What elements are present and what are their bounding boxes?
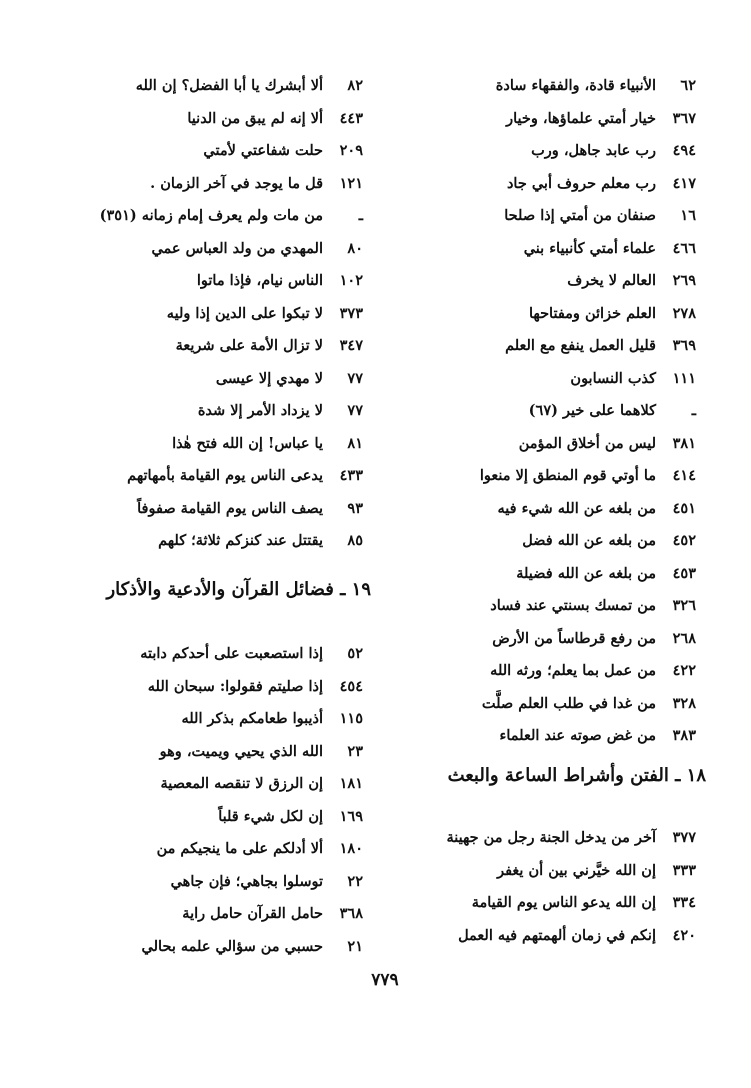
entry-text: يقتتل عند كنزكم ثلاثة؛ كلهم [158,532,323,549]
index-entry [63,866,363,899]
entry-text: رب معلم حروف أبي جاد [506,174,656,192]
index-entry [406,460,696,493]
index-entry [406,103,696,136]
index-entry [63,200,363,233]
index-entry [63,363,363,396]
entry-text: إنكم في زمان ألهمتهم فيه العمل [458,926,656,944]
entry-page-number: ١١١ [672,369,696,387]
entry-page-number: ٤٥١ [672,499,696,517]
entry-page-number: ١٦٩ [339,807,363,825]
entry-text: من مات ولم يعرف إمام زمانه (٣٥١) [99,207,323,224]
entry-page-number: ٨٠ [347,239,363,257]
entry-text: كذب النسابون [570,369,656,387]
entry-text: حسبي من سؤالي علمه بحالي [141,937,323,955]
index-entry [63,931,363,964]
entry-text: من غض صوته عند العلماء [499,727,656,744]
index-entry [406,558,696,591]
index-entry [63,460,363,493]
index-entry [63,898,363,931]
index-entry [406,887,696,920]
index-entry [63,638,363,671]
entry-text: رب عابد جاهل، ورب [531,142,656,159]
entry-text: الناس نيام، فإذا ماتوا [196,272,323,289]
entry-text: ألا أدلكم على ما ينجيكم من [156,840,323,857]
entry-text: العالم لا يخرف [567,272,656,289]
section-heading-19: ١٩ ـ فضائل القرآن والأدعية والأذكار [106,579,371,600]
entry-page-number: ٢٦٩ [672,272,696,289]
right-column [406,70,696,753]
entry-text: إن الله يدعو الناس يوم القيامة [471,894,656,911]
entry-text: من رفع قرطاساً من الأرض [492,629,656,647]
index-entry [63,703,363,736]
entry-page-number: ٣٧٣ [339,304,363,322]
entry-text: من عمل بما يعلم؛ ورثه الله [490,662,656,679]
right-column-section-list [406,822,696,952]
entry-page-number: ٣٤٧ [339,337,363,354]
entry-page-number: ٣٦٨ [339,905,363,922]
entry-text: قل ما يوجد في آخر الزمان . [150,174,323,192]
entry-page-number: ٢٧٨ [672,304,696,322]
index-entry [406,395,696,428]
entry-page-number: ٤٣٣ [339,467,363,484]
entry-page-number: ٣٦٩ [672,337,696,354]
entry-page-number: ١٠٢ [339,272,363,289]
index-entry [406,330,696,363]
index-entry [406,428,696,461]
entry-page-number: ٣٧٧ [672,829,696,846]
entry-page-number: ـ [358,207,363,224]
index-entry [63,265,363,298]
index-entry [63,525,363,558]
entry-text: إن الرزق لا تنقصه المعصية [160,775,323,792]
entry-page-number: ٤٥٣ [672,564,696,582]
index-entry [63,330,363,363]
entry-text: العلم خزائن ومفتاحها [528,304,656,322]
entry-text: من غدا في طلب العلم صلَّت [481,694,656,712]
entry-text: من بلغه عن الله فضيلة [516,564,656,582]
index-entry [406,623,696,656]
entry-text: الله الذي يحيي ويميت، وهو [159,742,323,760]
entry-page-number: ٢٢ [347,872,363,890]
left-column [63,70,363,558]
entry-text: المهدي من ولد العباس عمي [151,239,323,257]
entry-text: لا مهدي إلا عيسى [215,369,323,387]
entry-page-number: ٨٥ [347,532,363,549]
index-entry [406,168,696,201]
index-entry [406,855,696,888]
entry-page-number: ١٨٠ [339,840,363,857]
entry-page-number: ٣٣٣ [672,861,696,879]
entry-page-number: ٣٨٣ [672,727,696,744]
index-entry [63,801,363,834]
index-entry [406,233,696,266]
entry-text: الأنبياء قادة، والفقهاء سادة [495,77,656,94]
index-entry [63,70,363,103]
entry-text: إذا صليتم فقولوا: سبحان الله [147,677,323,695]
entry-page-number: ٤١٤ [672,467,696,484]
entry-page-number: ٣٣٤ [672,894,696,911]
entry-page-number: ٣٨١ [672,434,696,452]
entry-page-number: ٣٢٨ [672,694,696,712]
entry-page-number: ٧٧ [347,402,363,419]
entry-page-number: ٣٦٧ [672,109,696,127]
entry-text: أذيبوا طعامكم بذكر الله [181,710,323,727]
index-entry [63,833,363,866]
index-entry [406,135,696,168]
entry-page-number: ٥٢ [347,645,363,662]
entry-page-number: ٤٩٤ [672,142,696,159]
index-entry [406,298,696,331]
page-number: ٧٧٩ [371,970,399,990]
entry-page-number: ٢٦٨ [672,629,696,647]
index-entry [63,671,363,704]
section-heading-18: ١٨ ـ الفتن وأشراط الساعة والبعث [447,765,706,786]
entry-page-number: ٩٣ [347,499,363,517]
entry-page-number: ١٨١ [339,775,363,792]
entry-text: حلت شفاعتي لأمتي [203,142,323,159]
index-entry [406,655,696,688]
index-entry [63,298,363,331]
index-entry [406,493,696,526]
entry-text: صنفان من أمتي إذا صلحا [504,207,656,224]
entry-text: ليس من أخلاق المؤمن [518,434,656,452]
entry-page-number: ٤٤٣ [339,109,363,127]
entry-page-number: ٣٢٦ [672,597,696,614]
index-entry [406,920,696,953]
entry-text: يصف الناس يوم القيامة صفوفاً [137,499,323,517]
index-entry [63,103,363,136]
entry-page-number: ٢٠٩ [339,142,363,159]
entry-text: توسلوا بجاهي؛ فإن جاهي [170,872,323,890]
entry-text: يدعى الناس يوم القيامة بأمهاتهم [127,467,323,484]
entry-text: علماء أمتي كأنبياء بني [523,239,656,257]
entry-text: يا عباس! إن الله فتح هٰذا [172,434,323,452]
entry-text: من بلغه عن الله فضل [522,532,656,549]
entry-page-number: ٤٢٠ [672,926,696,944]
entry-text: من بلغه عن الله شيء فيه [497,499,656,517]
entry-page-number: ٢١ [347,937,363,955]
entry-page-number: ٤١٧ [672,174,696,192]
entry-page-number: ٤٢٢ [672,662,696,679]
entry-text: كلاهما على خير (٦٧) [528,402,656,419]
entry-text: لا تبكوا على الدين إذا وليه [166,304,323,322]
index-entry [406,720,696,753]
index-entry [63,233,363,266]
index-entry [406,590,696,623]
entry-page-number: ـ [691,402,696,419]
index-entry [406,200,696,233]
index-entry [63,493,363,526]
entry-text: قليل العمل ينفع مع العلم [505,337,656,354]
entry-text: إن لكل شيء قلباً [218,807,323,825]
entry-page-number: ٨٢ [347,77,363,94]
entry-text: حامل القرآن حامل راية [182,905,323,922]
left-column-section-list [63,638,363,963]
entry-text: ألا إنه لم يبق من الدنيا [187,109,323,127]
entry-page-number: ٨١ [347,434,363,452]
entry-text: لا يزداد الأمر إلا شدة [197,402,323,419]
entry-text: ألا أبشرك يا أبا الفضل؟ إن الله [135,77,323,94]
index-entry [63,768,363,801]
entry-text: لا تزال الأمة على شريعة [175,337,323,354]
entry-text: من تمسك بسنتي عند فساد [490,597,656,614]
entry-text: إن الله خيَّرني بين أن يغفر [497,861,656,879]
index-entry [63,395,363,428]
index-entry [63,428,363,461]
entry-page-number: ١١٥ [339,710,363,727]
entry-text: إذا استصعبت على أحدكم دابته [140,645,323,662]
entry-page-number: ١٦ [680,207,696,224]
index-entry [63,168,363,201]
index-entry [63,736,363,769]
index-entry [406,265,696,298]
entry-page-number: ٦٢ [680,77,696,94]
entry-page-number: ٤٥٢ [672,532,696,549]
index-entry [406,822,696,855]
entry-text: ما أوتي قوم المنطق إلا منعوا [479,467,656,484]
entry-page-number: ٧٧ [347,369,363,387]
index-entry [406,525,696,558]
index-entry [63,135,363,168]
entry-text: آخر من يدخل الجنة رجل من جهينة [446,829,656,846]
index-entry [406,688,696,721]
entry-page-number: ٤٦٦ [672,239,696,257]
index-entry [406,363,696,396]
index-entry [406,70,696,103]
entry-page-number: ١٢١ [339,174,363,192]
entry-page-number: ٢٣ [347,742,363,760]
entry-text: خيار أمتي علماؤها، وخيار [506,109,656,127]
entry-page-number: ٤٥٤ [339,677,363,695]
